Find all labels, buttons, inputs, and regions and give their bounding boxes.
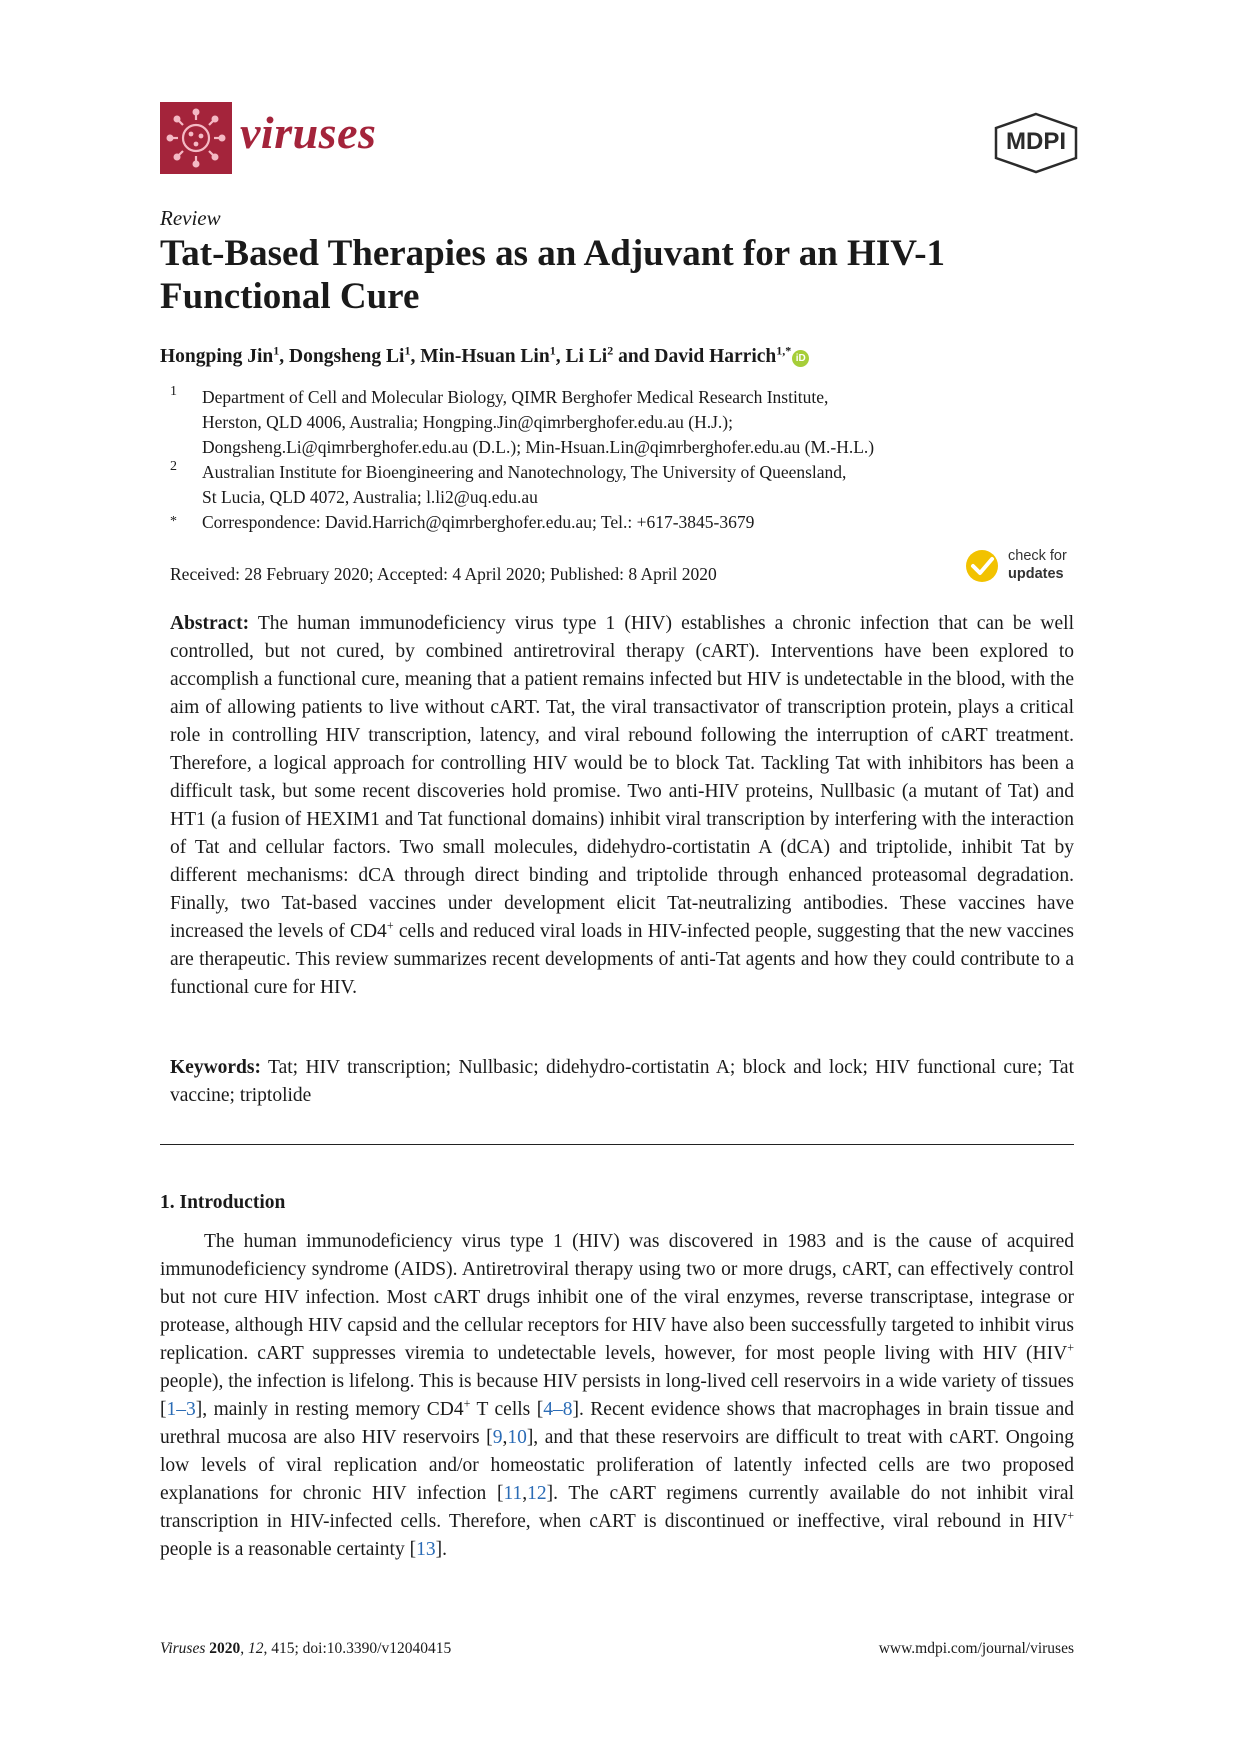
publisher-logo-text: MDPI [1006,128,1066,155]
body-text: ]. The cART regimens currently available do not inhibit viral transcription in HIV-infected cells. Therefore, when cART is discontinued or ineffective, viral rebound in HIV [160,1483,1074,1532]
abstract-label: Abstract: [170,613,250,634]
footer-url[interactable]: www.mdpi.com/journal/viruses [878,1640,1074,1657]
body-text: ]. [435,1539,447,1560]
section-divider [160,1144,1074,1145]
body-text: T cells [ [470,1399,544,1420]
body-text: The human immunodeficiency virus type 1 (HIV) was discovered in 1983 and is the cause of acquired immunodeficiency syndrome (AIDS). Antiretroviral therapy using two or more drugs, cART, can effectively control but not cure HIV infection. Most cART drugs inhibit one of the viral enzymes, reverse transcriptase, integrase or protease, although HIV capsid and the cellular receptors for HIV have also been successfully targeted to inhibit virus replication. cART suppresses viremia to undetectable levels, however, for most people living with HIV (HIV [160,1231,1074,1364]
body-text: ], and that these reservoirs are difficult to treat with cART. Ongoing low levels of viral replication and/or homeostatic proliferation of latently infected cells are two proposed explanations for chronic HIV infection [ [160,1427,1074,1504]
citation-link[interactable]: 12 [527,1483,547,1504]
footer-citation: Viruses 2020, 12, 415; doi:10.3390/v12040415 [160,1640,452,1657]
author-affiliation-marker: 2 [607,343,614,358]
author-name[interactable]: David Harrich [654,346,777,367]
abstract-text-continued: cells and reduced viral loads in HIV-infected people, suggesting that the new vaccines are therapeutic. This review summarizes recent developments of anti-Tat agents and how they could contribute to a functional cure for HIV. [170,921,1074,998]
affiliation-marker: 1 [170,384,177,399]
superscript: + [1067,1340,1074,1355]
correspondence [202,510,1102,535]
author-affiliation-marker: 1 [404,343,411,358]
body-text: ]. Recent evidence shows that macrophages in brain tissue and urethral mucosa are also HIV reservoirs [ [160,1399,1075,1448]
keywords [170,1054,1074,1110]
affiliation-line[interactable]: Herston, QLD 4006, Australia; Hongping.Jin@qimrberghofer.edu.au (H.J.); [202,412,733,432]
virus-icon [160,102,232,174]
author-name[interactable]: Hongping Jin [160,346,274,367]
affiliation-line[interactable]: Dongsheng.Li@qimrberghofer.edu.au (D.L.); Min-Hsuan.Lin@qimrberghofer.edu.au (M.-H.L.) [202,437,875,457]
keywords-text: Tat; HIV transcription; Nullbasic; didehydro-cortistatin A; block and lock; HIV functional cure; Tat vaccine; triptolide [170,1057,1074,1106]
affiliation-line: Australian Institute for Bioengineering and Nanotechnology, The University of Queensland, [202,462,847,482]
author-name[interactable]: Li Li [565,346,608,367]
check-updates-label-bold[interactable]: updates [1008,566,1064,582]
check-updates-label[interactable]: check for [1008,548,1067,564]
affiliation-line: Department of Cell and Molecular Biology, QIMR Berghofer Medical Research Institute, [202,387,829,407]
citation-link[interactable]: 1–3 [166,1399,196,1420]
abstract-text: The human immunodeficiency virus type 1 (HIV) establishes a chronic infection that can be well controlled, but not cured, by combined antiretroviral therapy (cART). Interventions have been explored to accomplish a functional cure, meaning that a patient remains infected but HIV is undetectable in the blood, with the aim of allowing patients to live without cART. Tat, the viral transactivator of transcription protein, plays a critical role in controlling HIV transcription, latency, and viral rebound following the interruption of cART treatment. Therefore, a logical approach for controlling HIV would be to block Tat. Tackling Tat with inhibitors has been a difficult task, but some recent discoveries hold promise. Two anti-HIV proteins, Nullbasic (a mutant of Tat) and HT1 (a fusion of HEXIM1 and Tat functional domains) inhibit viral transcription by interfering with the interaction of Tat and cellular factors. Two small molecules, didehydro-cortistatin A (dCA) and triptolide, inhibit Tat by different mechanisms: dCA through direct binding and triptolide through enhanced proteasomal degradation. Finally, two Tat-based vaccines under development elicit Tat-neutralizing antibodies. These vaccines have increased the levels of CD4 [170,613,1074,942]
affiliation-2 [202,460,1102,510]
body-text: , [502,1427,508,1448]
footer-year: 2020 [209,1640,241,1657]
journal-name[interactable]: viruses [240,107,377,158]
publication-dates: Received: 28 February 2020; Accepted: 4 April 2020; Published: 8 April 2020 [170,564,717,584]
footer-volume: 12 [247,1640,264,1657]
author-affiliation-marker: 1 [273,343,280,358]
body-text: people is a reasonable certainty [ [160,1539,417,1560]
correspondence-marker: * [170,514,177,529]
author-affiliation-marker: 1 [549,343,556,358]
superscript: + [1067,1508,1074,1523]
footer-doi[interactable]: , 415; doi:10.3390/v12040415 [263,1640,452,1657]
citation-link[interactable]: 11 [503,1483,523,1504]
author-name[interactable]: Dongsheng Li [289,346,405,367]
body-text: ], mainly in resting memory CD4 [195,1399,464,1420]
article-type: Review [160,206,221,230]
citation-link[interactable]: 10 [507,1427,527,1448]
checkmark-icon[interactable] [964,548,1000,584]
body-text: people), the infection is lifelong. This is because HIV persists in long-lived cell reservoirs in a wide variety of tissues [ [160,1371,1074,1420]
correspondence-line[interactable]: Correspondence: David.Harrich@qimrberghofer.edu.au; Tel.: +617-3845-3679 [202,512,755,532]
section-heading: 1. Introduction [160,1192,286,1213]
keywords-label: Keywords: [170,1057,261,1078]
journal-logo [160,102,232,174]
affiliation-line[interactable]: St Lucia, QLD 4072, Australia; l.li2@uq.edu.au [202,487,538,507]
footer-journal: Viruses [160,1640,206,1657]
citation-link[interactable]: 4–8 [543,1399,573,1420]
body-text: , [522,1483,528,1504]
author-connector: and [618,346,650,367]
superscript: + [463,1396,471,1411]
orcid-icon[interactable]: iD [792,350,809,367]
superscript: + [386,918,394,933]
abstract [170,610,1074,1002]
affiliation-marker: 2 [170,459,177,474]
affiliation-1 [202,385,1102,460]
intro-paragraph [160,1228,1074,1564]
author-name[interactable]: Min-Hsuan Lin [420,346,550,367]
author-list: Hongping Jin$^1$, Dongsheng Li$^1$, Min-Hsuan Lin$^1$, Li Li$^2$ and David Harrich$^{1,*}$ iD [160,346,809,368]
article-title: Tat-Based Therapies as an Adjuvant for an HIV-1 Functional Cure [160,233,946,317]
citation-link[interactable]: 9 [492,1427,503,1448]
author-affiliation-marker: 1,* [776,343,792,358]
citation-link[interactable]: 13 [416,1539,436,1560]
